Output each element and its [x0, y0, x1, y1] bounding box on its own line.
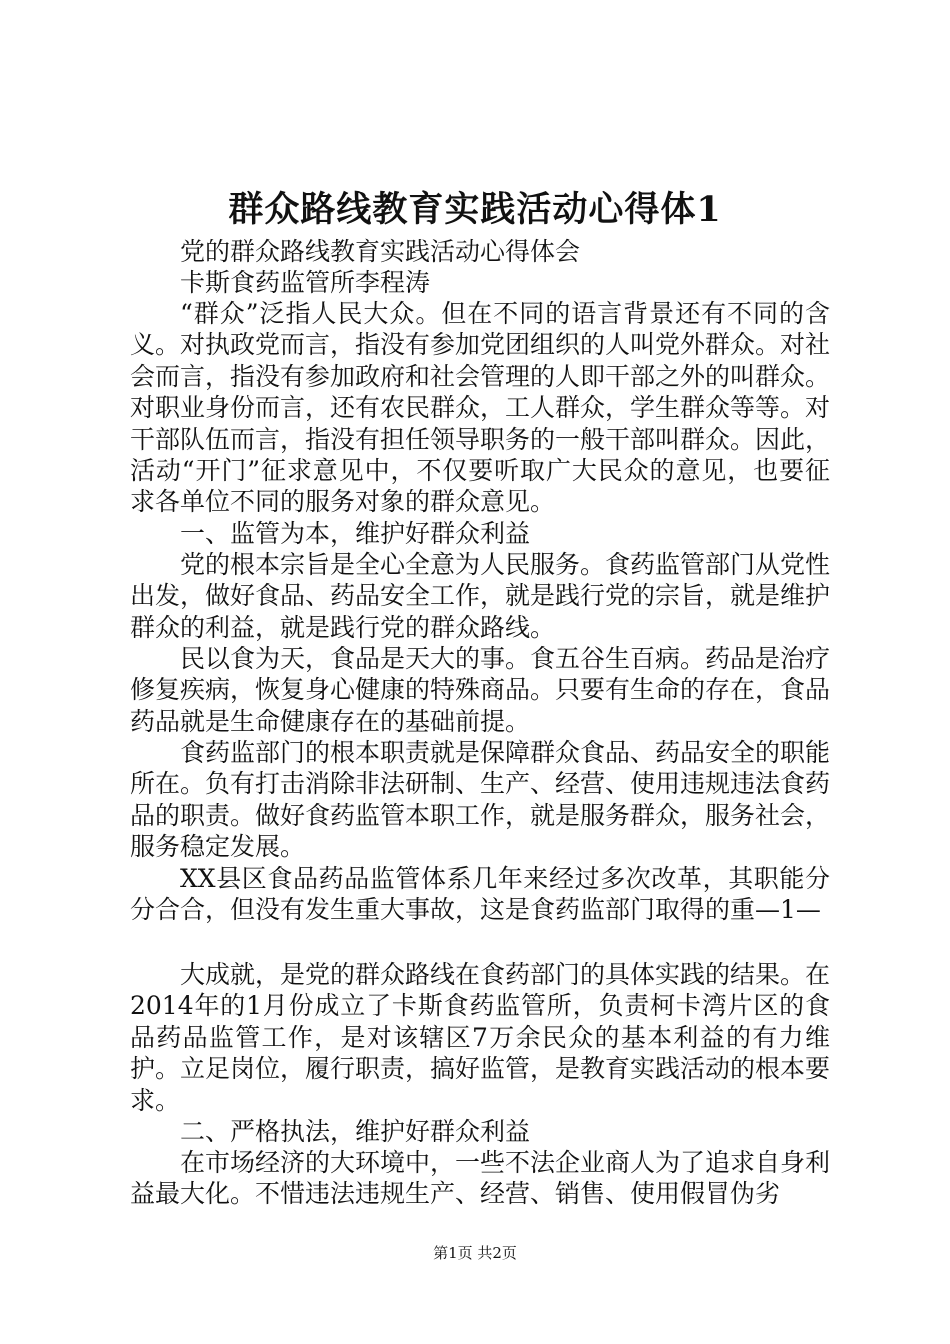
section-heading-1: 一、监管为本，维护好群众利益 — [180, 519, 531, 548]
paragraph-4: 食药监部门的根本职责就是保障群众食品、药品安全的职能所在。负有打击消除非法研制、生产、经营、使用违规违法食药品的职责。做好食药监管本职工作，就是服务群众，服务社会，服务稳定发展。 — [130, 738, 831, 862]
paragraph-3: 民以食为天，食品是天大的事。食五谷生百病。药品是治疗修复疾病，恢复身心健康的特殊商品。只要有生命的存在，食品药品就是生命健康存在的基础前提。 — [130, 644, 831, 736]
page-footer: 第1页 共2页 — [433, 1244, 517, 1262]
paragraph-6: 大成就，是党的群众路线在食药部门的具体实践的结果。在2014年的1月份成立了卡斯食药监管所，负责柯卡湾片区的食品药品监管工作，是对该辖区7万余民众的基本利益的有力维护。立足岗位，履行职责，搞好监管，是教育实践活动的根本要求。 — [130, 960, 831, 1115]
section-heading-2: 二、严格执法，维护好群众利益 — [180, 1117, 531, 1146]
paragraph-5: XX县区食品药品监管体系几年来经过多次改革，其职能分分合合，但没有发生重大事故，这是食药监部门取得的重—1— — [130, 864, 830, 925]
document-title: 群众路线教育实践活动心得体1 — [228, 189, 722, 230]
paragraph-7: 在市场经济的大环境中，一些不法企业商人为了追求自身利益最大化。不惜违法违规生产、经营、销售、使用假冒伪劣 — [130, 1148, 831, 1209]
paragraph-2: 党的根本宗旨是全心全意为人民服务。食药监管部门从党性出发，做好食品、药品安全工作，就是践行党的宗旨，就是维护群众的利益，就是践行党的群众路线。 — [130, 550, 831, 642]
document-subtitle: 党的群众路线教育实践活动心得体会 — [180, 237, 581, 266]
document-author: 卡斯食药监管所李程涛 — [180, 268, 431, 297]
paragraph-1: “群众”泛指人民大众。但在不同的语言背景还有不同的含义。对执政党而言，指没有参加党团组织的人叫党外群众。对社会而言，指没有参加政府和社会管理的人即干部之外的叫群众。对职业身份而言，还有农民群众，工人群众，学生群众等等。对干部队伍而言，指没有担任领导职务的一般干部叫群众。因此，活动“开门”征求意见中，不仅要听取广大民众的意见，也要征求各单位不同的服务对象的群众意见。 — [130, 299, 831, 517]
